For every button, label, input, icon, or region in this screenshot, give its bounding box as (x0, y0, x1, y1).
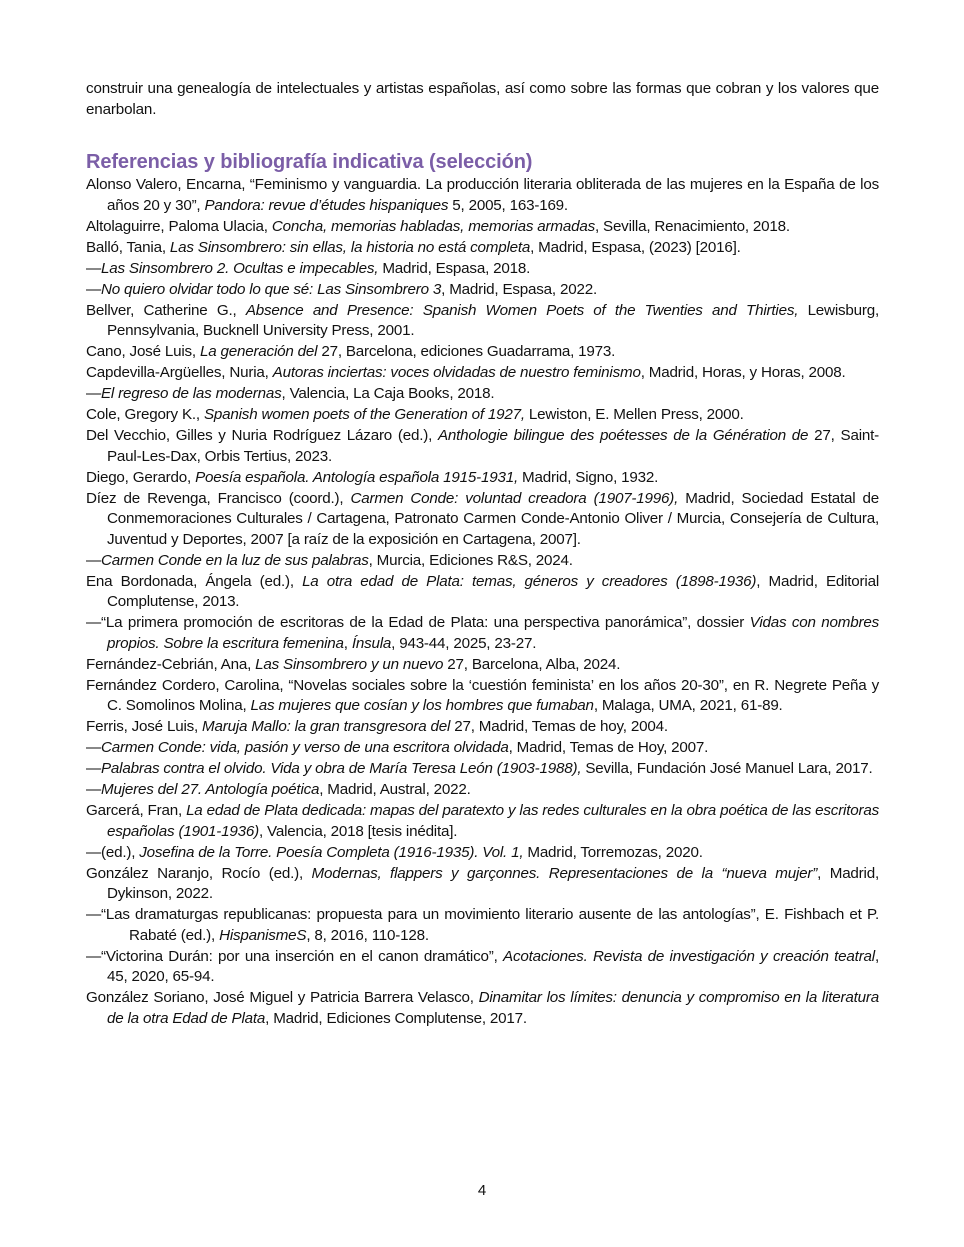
reference-text: , Murcia, Ediciones R&S, 2024. (368, 551, 573, 569)
reference-text: Ena Bordonada, Ángela (ed.), (86, 572, 303, 590)
reference-text: 5, 2005, 163-169. (448, 196, 568, 214)
reference-title: Dinamitar los límites: denuncia y compromiso en la literatura de la otra Edad de Plata (107, 989, 879, 1027)
reference-text: , Sevilla, Renacimiento, 2018. (594, 217, 790, 235)
reference-entry (86, 280, 879, 301)
reference-list (86, 175, 879, 1029)
reference-text: Ferris, José Luis, (86, 718, 203, 735)
reference-text: —“Las dramaturgas republicanas: propuesta para un movimiento literario ausente de las antologías”, E. Fishbach et P. Rabaté (ed.), (86, 906, 879, 944)
reference-entry (86, 217, 879, 238)
reference-title: Las Sinsombrero: sin ellas, la historia no está completa (169, 238, 531, 256)
reference-text: , Madrid, Editorial Complutense, 2013. (107, 572, 880, 610)
reference-text: Madrid, Signo, 1932. (518, 468, 659, 486)
reference-text: , Madrid, Temas de Hoy, 2007. (508, 739, 709, 756)
reference-text: , Madrid, Austral, 2022. (319, 781, 471, 798)
reference-entry (86, 551, 879, 572)
reference-text: , 943-44, 2025, 23-27. (391, 634, 537, 652)
reference-text: 27, Saint-Paul-Les-Dax, Orbis Tertius, 2023. (107, 427, 879, 465)
reference-entry (86, 238, 879, 259)
reference-text: Cole, Gregory K., (86, 406, 204, 423)
reference-title: La edad de Plata dedicada: mapas del paratexto y las redes culturales en la obra poética de las escritoras españolas (1901-1936) (107, 802, 879, 840)
reference-title: Carmen Conde en la luz de sus palabras (101, 551, 369, 569)
reference-text: Madrid, Sociedad Estatal de Conmemoraciones Culturales / Cartagena, Patronato Carmen Conde-Antonio Oliver / Murcia, Consejería de Cultura, Juventud y Deportes, 2007 [a raíz de la exposición en Cartagena, 2007]. (107, 489, 879, 548)
reference-entry (86, 613, 879, 654)
reference-entry (86, 780, 879, 801)
reference-entry (86, 759, 879, 780)
reference-entry (86, 384, 879, 405)
reference-title: Absence and Presence: Spanish Women Poets of the Twenties and Thirties, (245, 301, 799, 319)
reference-text: , Madrid, Horas, y Horas, 2008. (640, 364, 846, 381)
reference-entry (86, 426, 879, 467)
reference-text: Madrid, Torremozas, 2020. (523, 843, 703, 861)
reference-title: Spanish women poets of the Generation of 1927, (203, 406, 525, 423)
reference-entry (86, 342, 879, 363)
reference-entry (86, 988, 879, 1029)
reference-text: Bellver, Catherine G., (86, 301, 246, 319)
reference-text: — (86, 385, 101, 402)
reference-text: Balló, Tania, (86, 238, 170, 256)
reference-text: González Naranjo, Rocío (ed.), (86, 864, 312, 882)
reference-title: Concha, memorias habladas, memorias armadas (271, 217, 595, 235)
reference-entry (86, 405, 879, 426)
reference-entry (86, 468, 879, 489)
reference-text: , 8, 2016, 110-128. (306, 926, 429, 944)
reference-text: Garcerá, Fran, (86, 802, 187, 819)
reference-text: Fernández-Cebrián, Ana, (86, 655, 256, 673)
reference-text: González Soriano, José Miguel y Patricia Barrera Velasco, (86, 989, 479, 1006)
page-number: 4 (477, 1182, 487, 1199)
reference-title: Carmen Conde: vida, pasión y verso de una escritora olvidada (101, 739, 509, 756)
reference-text: Altolaguirre, Paloma Ulacia, (86, 217, 272, 235)
reference-text: — (86, 760, 101, 777)
reference-text: — (86, 781, 101, 798)
reference-text: , Madrid, Espasa, (2023) [2016]. (530, 238, 741, 256)
reference-title: Ínsula (351, 634, 392, 652)
reference-title: Autoras inciertas: voces olvidadas de nuestro feminismo (272, 364, 641, 381)
reference-text: Lewiston, E. Mellen Press, 2000. (524, 406, 744, 423)
reference-entry (86, 905, 879, 946)
reference-entry (86, 489, 879, 551)
reference-text: Del Vecchio, Gilles y Nuria Rodríguez Lázaro (ed.), (86, 427, 438, 444)
reference-title: Modernas, flappers y garçonnes. Representaciones de la “nueva mujer” (311, 864, 818, 882)
reference-text: , Valencia, La Caja Books, 2018. (281, 385, 495, 402)
reference-text: , 45, 2020, 65-94. (107, 947, 880, 985)
reference-entry (86, 655, 879, 676)
reference-text: — (86, 259, 101, 277)
reference-text: , Valencia, 2018 [tesis inédita]. (259, 822, 458, 840)
reference-entry (86, 717, 879, 738)
reference-entry (86, 864, 879, 905)
reference-text: Lewisburg, Pennsylvania, Bucknell University Press, 2001. (107, 301, 880, 339)
reference-title: Maruja Mallo: la gran transgresora del (202, 718, 451, 735)
reference-text: Fernández Cordero, Carolina, “Novelas sociales sobre la ‘cuestión feminista’ en los años 20-30”, en R. Negrete Peña y C. Somolinos Molina, (86, 676, 879, 714)
reference-text: , Madrid, Espasa, 2022. (441, 280, 597, 298)
reference-text: — (86, 551, 101, 569)
reference-text: Capdevilla-Argüelles, Nuria, (86, 364, 273, 381)
section-heading: Referencias y bibliografía indicativa (selección) (86, 151, 533, 173)
reference-text: Cano, José Luis, (86, 343, 200, 360)
reference-title: No quiero olvidar todo lo que sé: Las Sinsombrero 3 (101, 280, 442, 298)
reference-title: Las Sinsombrero 2. Ocultas e impecables, (101, 259, 379, 277)
reference-entry (86, 947, 879, 988)
reference-title: El regreso de las modernas (101, 385, 282, 402)
reference-text: Sevilla, Fundación José Manuel Lara, 2017. (581, 760, 873, 777)
reference-title: Las Sinsombrero y un nuevo (255, 655, 444, 673)
reference-entry (86, 175, 879, 216)
reference-text: —“La primera promoción de escritoras de la Edad de Plata: una perspectiva panorámica”, dossier (86, 614, 750, 631)
reference-text: — (86, 280, 101, 298)
reference-title: Vidas con nombres propios. Sobre la escritura femenina (107, 614, 879, 652)
reference-text: , Malaga, UMA, 2021, 61-89. (593, 697, 783, 714)
reference-title: Josefina de la Torre. Poesía Completa (1916-1935). Vol. 1, (139, 843, 524, 861)
reference-title: Mujeres del 27. Antología poética (101, 781, 320, 798)
reference-text: , (343, 634, 352, 652)
reference-entry (86, 572, 879, 613)
reference-entry (86, 363, 879, 384)
reference-entry (86, 843, 879, 864)
reference-title: La generación del (199, 343, 318, 360)
reference-text: Alonso Valero, Encarna, “Feminismo y vanguardia. La producción literaria obliterada de las mujeres en la España de los años 20 y 30”, (86, 176, 879, 214)
reference-text: —(ed.), (86, 843, 140, 861)
reference-entry (86, 301, 879, 342)
reference-text: Diego, Gerardo, (86, 468, 196, 486)
reference-text: 27, Madrid, Temas de hoy, 2004. (450, 718, 668, 735)
document-page (86, 78, 879, 1030)
reference-title: Pandora: revue d’études hispaniques (204, 196, 449, 214)
reference-text: — (86, 739, 101, 756)
reference-entry (86, 801, 879, 842)
reference-title: Acotaciones. Revista de investigación y creación teatral (503, 947, 875, 965)
reference-title: Poesía española. Antología española 1915-1931, (195, 468, 519, 486)
reference-entry (86, 259, 879, 280)
reference-text: —“Victorina Durán: por una inserción en el canon dramático”, (86, 947, 504, 965)
reference-text: 27, Barcelona, Alba, 2024. (443, 655, 621, 673)
reference-text: Díez de Revenga, Francisco (coord.), (86, 489, 351, 507)
reference-text: 27, Barcelona, ediciones Guadarrama, 1973. (317, 343, 616, 360)
reference-title: Anthologie bilingue des poétesses de la Génération de (437, 427, 809, 444)
reference-text: , Madrid, Ediciones Complutense, 2017. (265, 1009, 527, 1027)
reference-title: Carmen Conde: voluntad creadora (1907-1996), (350, 489, 679, 507)
reference-text: Madrid, Espasa, 2018. (378, 259, 531, 277)
intro-paragraph: construir una genealogía de intelectuales y artistas españolas, así como sobre las formas que cobran y los valores que enarbolan. (86, 80, 879, 118)
reference-text: , Madrid, Dykinson, 2022. (107, 864, 879, 902)
reference-title: Las mujeres que cosían y los hombres que fumaban (250, 697, 594, 714)
reference-entry (86, 738, 879, 759)
reference-entry (86, 676, 879, 717)
reference-title: HispanismeS (219, 926, 307, 944)
reference-title: Palabras contra el olvido. Vida y obra de María Teresa León (1903-1988), (101, 760, 582, 777)
reference-title: La otra edad de Plata: temas, géneros y creadores (1898-1936) (302, 572, 757, 590)
